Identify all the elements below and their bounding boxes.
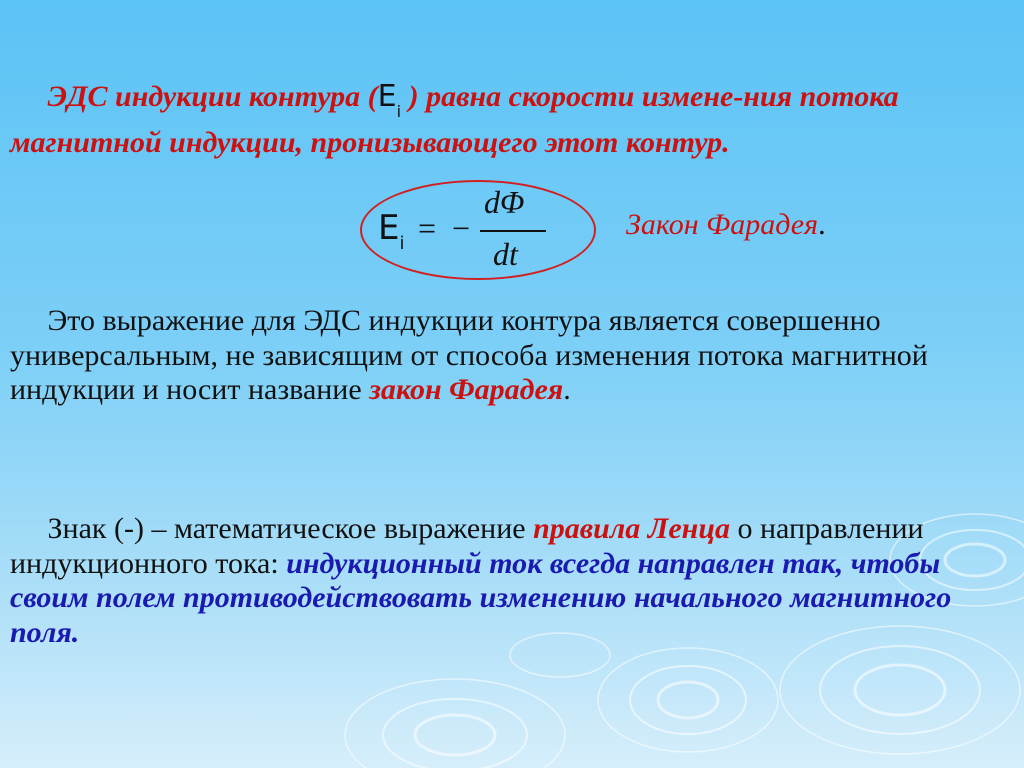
lenz-rule-paragraph — [10, 512, 1010, 650]
formula-denominator: dt — [493, 236, 518, 272]
universality-paragraph: Это выражение для ЭДС индукции контура является совершенно универсальным, не зависящим от способа изменения потока магнитной индукции и носит название закон Фарадея. — [10, 304, 928, 406]
faraday-formula — [360, 180, 596, 280]
faraday-law-term: закон Фарадея — [369, 373, 564, 406]
induced-current-direction-text: о направлении индукционного тока: — [10, 512, 924, 580]
emf-definition-text: ) равна скорости измене-ния потока магнитной индукции, пронизывающего этот контур. — [10, 80, 899, 159]
formula-numerator: dΦ — [484, 184, 525, 220]
universality-text: Это выражение для ЭДС индукции контура является совершенно универсальным, не зависящим от способа изменения потока магнитной индукции и носит название — [10, 304, 928, 406]
faraday-law-label: Закон Фарадея. — [626, 208, 826, 241]
formula-equals: = — [418, 210, 437, 246]
emf-definition-paragraph — [10, 80, 1010, 160]
emf-definition-lead: ЭДС индукции контура ( — [47, 80, 378, 113]
formula-fraction-bar — [480, 230, 546, 232]
formula-minus: − — [452, 210, 471, 246]
sign-explanation-text: Знак (-) – математическое выражение — [47, 512, 534, 545]
emf-symbol: $E_i$ — [377, 79, 402, 121]
lenz-rule-term: правила Ленца — [533, 512, 730, 545]
formula-emf-symbol: $E_i$ — [378, 208, 405, 254]
lenz-rule-statement: индукционный ток всегда направлен так, чтобы своим полем противодействовать изменению начального магнитного поля. — [10, 546, 952, 649]
